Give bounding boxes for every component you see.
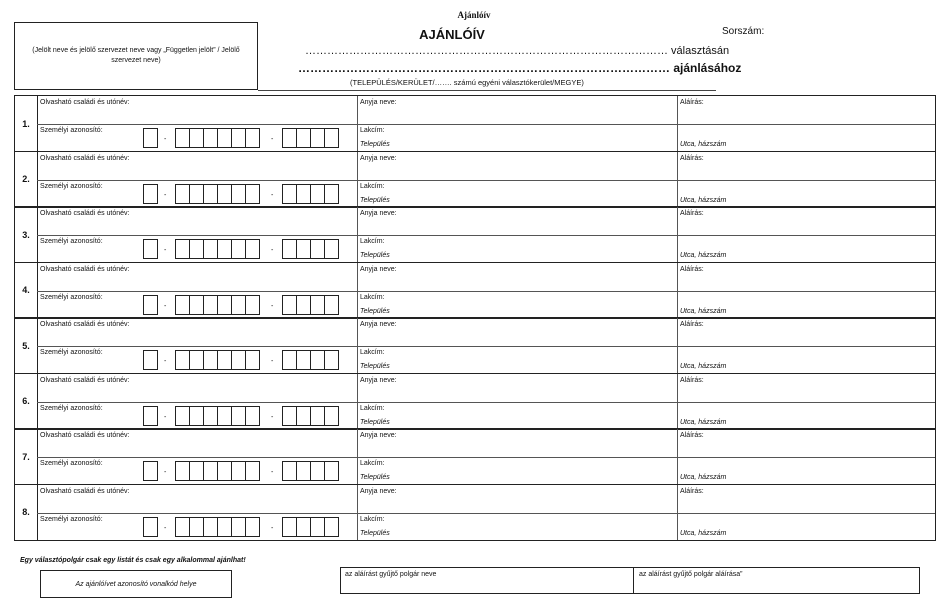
id-digit-cell[interactable]: [231, 184, 246, 204]
nominator-box-label: (Jelölt neve és jelölő szervezet neve vagy „Független jelölt” / Jelölő szervezet neve): [32, 47, 240, 64]
id-digit-cell[interactable]: [143, 406, 158, 426]
id-digit-cell[interactable]: [203, 239, 218, 259]
mother-name-field[interactable]: Anyja neve:: [360, 432, 397, 439]
id-cell-group: [143, 184, 157, 204]
mother-name-field[interactable]: Anyja neve:: [360, 321, 397, 328]
mother-name-field[interactable]: Anyja neve:: [360, 154, 397, 162]
address-label: Lakcím:: [360, 182, 385, 190]
personal-id-label: Személyi azonosító:: [40, 182, 103, 190]
settlement-field[interactable]: Település: [360, 418, 390, 426]
id-cell-group: [175, 184, 259, 204]
id-digit-cell[interactable]: [175, 184, 190, 204]
name-field[interactable]: Olvasható családi és utónév:: [40, 321, 130, 328]
column-divider: [357, 318, 358, 373]
id-digit-cell[interactable]: [324, 461, 339, 481]
column-divider: [357, 207, 358, 262]
signature-field[interactable]: Aláírás:: [680, 99, 704, 106]
id-digit-cell[interactable]: [245, 406, 260, 426]
id-cell-group: [282, 128, 338, 148]
table-row: [14, 151, 936, 208]
id-digit-cell[interactable]: [203, 406, 218, 426]
id-digit-cell[interactable]: [217, 350, 232, 370]
address-label: Lakcím:: [360, 404, 385, 412]
id-digit-cell[interactable]: [231, 517, 246, 537]
id-digit-cell[interactable]: [310, 184, 325, 204]
id-digit-cell[interactable]: [296, 406, 311, 426]
signature-field[interactable]: Aláírás:: [680, 210, 704, 217]
collector-divider: [633, 568, 634, 593]
collector-box: [340, 567, 920, 594]
id-digit-cell[interactable]: [296, 461, 311, 481]
id-digit-cell[interactable]: [175, 295, 190, 315]
id-digit-cell[interactable]: [175, 517, 190, 537]
row-number: 8.: [15, 485, 38, 540]
id-digit-cell[interactable]: [282, 295, 297, 315]
id-digit-cell[interactable]: [324, 239, 339, 259]
id-digit-cell[interactable]: [143, 239, 158, 259]
id-digit-cell[interactable]: [282, 128, 297, 148]
settlement-field[interactable]: Település: [360, 252, 390, 259]
id-digit-cell[interactable]: [231, 295, 246, 315]
id-digit-cell[interactable]: [282, 184, 297, 204]
row-number: 4.: [15, 263, 38, 318]
column-divider: [677, 152, 678, 207]
barcode-label: Az ajánlóívet azonosító vonalkód helye: [75, 580, 197, 588]
personal-id-label: Személyi azonosító:: [40, 404, 103, 412]
id-digit-cell[interactable]: [296, 295, 311, 315]
id-cell-group: [175, 406, 259, 426]
nomination-table: [14, 95, 936, 541]
serial-number-label: Sorszám:: [722, 26, 765, 37]
settlement-field[interactable]: Település: [360, 474, 390, 481]
id-digit-cell[interactable]: [310, 295, 325, 315]
row-number: 3.: [15, 207, 38, 262]
mother-name-field[interactable]: Anyja neve:: [360, 265, 397, 273]
personal-id-label: Személyi azonosító:: [40, 349, 103, 356]
signature-field[interactable]: Aláírás:: [680, 321, 704, 328]
id-digit-cell[interactable]: [189, 406, 204, 426]
id-digit-cell[interactable]: [296, 239, 311, 259]
id-digit-cell[interactable]: [175, 128, 190, 148]
row-divider: [37, 291, 935, 292]
table-row: [14, 484, 936, 541]
id-digit-cell[interactable]: [324, 350, 339, 370]
settlement-field[interactable]: Település: [360, 196, 390, 204]
nomination-line: ………………………………………………………………………………… ajánlásához: [298, 61, 742, 75]
id-digit-cell[interactable]: [217, 239, 232, 259]
id-digit-cell[interactable]: [189, 239, 204, 259]
id-cell-group: [175, 517, 259, 537]
id-digit-cell[interactable]: [296, 128, 311, 148]
id-cell-group: [282, 517, 338, 537]
column-divider: [357, 429, 358, 484]
column-divider: [677, 485, 678, 540]
column-divider: [677, 429, 678, 484]
id-separator: -: [271, 413, 274, 421]
id-digit-cell[interactable]: [203, 350, 218, 370]
table-row: [14, 317, 936, 374]
settlement-field[interactable]: Település: [360, 529, 390, 537]
id-cell-group: [143, 406, 157, 426]
name-field[interactable]: Olvasható családi és utónév:: [40, 99, 130, 106]
table-row: [14, 428, 936, 485]
id-digit-cell[interactable]: [217, 184, 232, 204]
id-digit-cell[interactable]: [143, 517, 158, 537]
id-separator: -: [271, 469, 274, 476]
personal-id-label: Személyi azonosító:: [40, 238, 103, 245]
column-divider: [677, 318, 678, 373]
table-row: [14, 262, 936, 319]
column-divider: [357, 96, 358, 151]
personal-id-label: Személyi azonosító:: [40, 293, 103, 301]
row-number: 2.: [15, 152, 38, 207]
id-digit-cell[interactable]: [203, 461, 218, 481]
name-field[interactable]: Olvasható családi és utónév:: [40, 154, 130, 162]
street-field[interactable]: Utca, házszám: [680, 196, 727, 204]
id-separator: -: [164, 524, 167, 532]
column-divider: [677, 207, 678, 262]
id-cell-group: [282, 239, 338, 259]
row-divider: [37, 180, 935, 181]
id-cell-group: [282, 295, 338, 315]
id-digit-cell[interactable]: [310, 461, 325, 481]
id-digit-cell[interactable]: [217, 406, 232, 426]
id-separator: -: [271, 524, 274, 532]
signature-field[interactable]: Aláírás:: [680, 265, 704, 273]
address-label: Lakcím:: [360, 293, 385, 301]
id-digit-cell[interactable]: [175, 461, 190, 481]
id-digit-cell[interactable]: [189, 517, 204, 537]
id-digit-cell[interactable]: [282, 461, 297, 481]
id-digit-cell[interactable]: [143, 295, 158, 315]
id-cell-group: [143, 350, 157, 370]
street-field[interactable]: Utca, házszám: [680, 418, 727, 426]
top-title: Ajánlóív: [457, 10, 491, 20]
column-divider: [677, 263, 678, 318]
footnote: Egy választópolgár csak egy listát és csak egy alkalommal ajánlhat!: [20, 557, 246, 564]
settlement-field[interactable]: Település: [360, 363, 390, 370]
signature-field[interactable]: Aláírás:: [680, 154, 704, 162]
id-digit-cell[interactable]: [189, 295, 204, 315]
id-separator: -: [164, 136, 167, 143]
id-digit-cell[interactable]: [175, 350, 190, 370]
name-field[interactable]: Olvasható családi és utónév:: [40, 487, 130, 495]
id-digit-cell[interactable]: [231, 239, 246, 259]
id-cell-group: [143, 128, 157, 148]
id-cell-group: [175, 461, 259, 481]
street-field[interactable]: Utca, házszám: [680, 252, 727, 259]
id-digit-cell[interactable]: [203, 517, 218, 537]
name-field[interactable]: Olvasható családi és utónév:: [40, 265, 130, 273]
column-divider: [677, 374, 678, 429]
barcode-box: [40, 570, 232, 598]
id-digit-cell[interactable]: [310, 517, 325, 537]
column-divider: [677, 96, 678, 151]
id-separator: -: [164, 358, 167, 365]
signature-field[interactable]: Aláírás:: [680, 432, 704, 439]
id-digit-cell[interactable]: [245, 350, 260, 370]
id-separator: -: [271, 191, 274, 199]
address-label: Lakcím:: [360, 238, 385, 245]
id-cell-group: [282, 184, 338, 204]
personal-id-label: Személyi azonosító:: [40, 127, 103, 134]
id-separator: -: [164, 302, 167, 310]
table-row: [14, 373, 936, 430]
form-title: AJÁNLÓÍV: [419, 27, 485, 42]
id-digit-cell[interactable]: [203, 184, 218, 204]
name-field[interactable]: Olvasható családi és utónév:: [40, 432, 130, 439]
id-digit-cell[interactable]: [231, 350, 246, 370]
column-divider: [357, 374, 358, 429]
id-cell-group: [143, 517, 157, 537]
id-digit-cell[interactable]: [282, 350, 297, 370]
row-divider: [37, 346, 935, 347]
id-digit-cell[interactable]: [282, 239, 297, 259]
id-digit-cell[interactable]: [189, 128, 204, 148]
street-field[interactable]: Utca, házszám: [680, 363, 727, 370]
id-cell-group: [282, 406, 338, 426]
row-divider: [37, 402, 935, 403]
id-digit-cell[interactable]: [175, 239, 190, 259]
table-row: [14, 95, 936, 152]
signature-field[interactable]: Aláírás:: [680, 487, 704, 495]
street-field[interactable]: Utca, házszám: [680, 474, 727, 481]
row-divider: [37, 513, 935, 514]
address-label: Lakcím:: [360, 515, 385, 523]
id-digit-cell[interactable]: [245, 184, 260, 204]
id-digit-cell[interactable]: [231, 128, 246, 148]
id-separator: -: [164, 413, 167, 421]
id-digit-cell[interactable]: [282, 406, 297, 426]
table-row: [14, 206, 936, 263]
id-cell-group: [282, 461, 338, 481]
id-digit-cell[interactable]: [203, 295, 218, 315]
id-digit-cell[interactable]: [296, 517, 311, 537]
address-label: Lakcím:: [360, 349, 385, 356]
id-digit-cell[interactable]: [324, 295, 339, 315]
row-divider: [37, 457, 935, 458]
mother-name-field[interactable]: Anyja neve:: [360, 487, 397, 495]
id-digit-cell[interactable]: [324, 406, 339, 426]
id-digit-cell[interactable]: [231, 461, 246, 481]
id-cell-group: [175, 128, 259, 148]
id-digit-cell[interactable]: [310, 350, 325, 370]
row-number: 5.: [15, 318, 38, 373]
id-digit-cell[interactable]: [245, 517, 260, 537]
id-digit-cell[interactable]: [324, 517, 339, 537]
id-cell-group: [143, 295, 157, 315]
id-digit-cell[interactable]: [282, 517, 297, 537]
id-digit-cell[interactable]: [310, 128, 325, 148]
collector-name-field[interactable]: az aláírást gyűjtő polgár neve: [345, 571, 437, 578]
id-digit-cell[interactable]: [189, 184, 204, 204]
id-digit-cell[interactable]: [143, 184, 158, 204]
election-line: ……………………………………………………………………………………… választásán: [305, 45, 730, 57]
id-digit-cell[interactable]: [245, 239, 260, 259]
street-field[interactable]: Utca, házszám: [680, 529, 727, 537]
id-separator: -: [164, 247, 167, 254]
id-digit-cell[interactable]: [296, 184, 311, 204]
id-digit-cell[interactable]: [217, 517, 232, 537]
id-digit-cell[interactable]: [324, 128, 339, 148]
column-divider: [357, 152, 358, 207]
id-digit-cell[interactable]: [324, 184, 339, 204]
id-digit-cell[interactable]: [245, 461, 260, 481]
signature-field[interactable]: Aláírás:: [680, 376, 704, 384]
id-digit-cell[interactable]: [175, 406, 190, 426]
id-digit-cell[interactable]: [217, 128, 232, 148]
personal-id-label: Személyi azonosító:: [40, 460, 103, 467]
id-separator: -: [271, 136, 274, 143]
row-divider: [37, 124, 935, 125]
id-digit-cell[interactable]: [231, 406, 246, 426]
id-cell-group: [143, 239, 157, 259]
id-digit-cell[interactable]: [189, 350, 204, 370]
id-digit-cell[interactable]: [310, 406, 325, 426]
mother-name-field[interactable]: Anyja neve:: [360, 210, 397, 217]
id-separator: -: [164, 469, 167, 476]
mother-name-field[interactable]: Anyja neve:: [360, 99, 397, 106]
district-line: (TELEPÜLÉS/KERÜLET/……. számú egyéni választókerület/MEGYE): [350, 78, 584, 87]
id-cell-group: [175, 295, 259, 315]
address-label: Lakcím:: [360, 127, 385, 134]
settlement-field[interactable]: Település: [360, 307, 390, 315]
id-cell-group: [143, 461, 157, 481]
mother-name-field[interactable]: Anyja neve:: [360, 376, 397, 384]
id-digit-cell[interactable]: [203, 128, 218, 148]
id-digit-cell[interactable]: [217, 295, 232, 315]
id-separator: -: [271, 358, 274, 365]
id-digit-cell[interactable]: [143, 461, 158, 481]
street-field[interactable]: Utca, házszám: [680, 307, 727, 315]
id-digit-cell[interactable]: [217, 461, 232, 481]
settlement-field[interactable]: Település: [360, 141, 390, 148]
id-digit-cell[interactable]: [296, 350, 311, 370]
id-digit-cell[interactable]: [310, 239, 325, 259]
column-divider: [357, 263, 358, 318]
id-digit-cell[interactable]: [189, 461, 204, 481]
column-divider: [357, 485, 358, 540]
id-separator: -: [271, 302, 274, 310]
address-label: Lakcím:: [360, 460, 385, 467]
row-number: 6.: [15, 374, 38, 429]
collector-signature-field[interactable]: az aláírást gyűjtő polgár aláírása”: [639, 571, 743, 578]
personal-id-label: Személyi azonosító:: [40, 515, 103, 523]
row-number: 7.: [15, 429, 38, 484]
row-divider: [37, 235, 935, 236]
header-divider: [258, 90, 716, 91]
id-digit-cell[interactable]: [245, 128, 260, 148]
row-number: 1.: [15, 96, 38, 151]
id-cell-group: [175, 239, 259, 259]
id-digit-cell[interactable]: [143, 350, 158, 370]
street-field[interactable]: Utca, házszám: [680, 141, 727, 148]
id-cell-group: [282, 350, 338, 370]
id-digit-cell[interactable]: [245, 295, 260, 315]
id-separator: -: [271, 247, 274, 254]
name-field[interactable]: Olvasható családi és utónév:: [40, 210, 130, 217]
name-field[interactable]: Olvasható családi és utónév:: [40, 376, 130, 384]
id-cell-group: [175, 350, 259, 370]
id-separator: -: [164, 191, 167, 199]
id-digit-cell[interactable]: [143, 128, 158, 148]
